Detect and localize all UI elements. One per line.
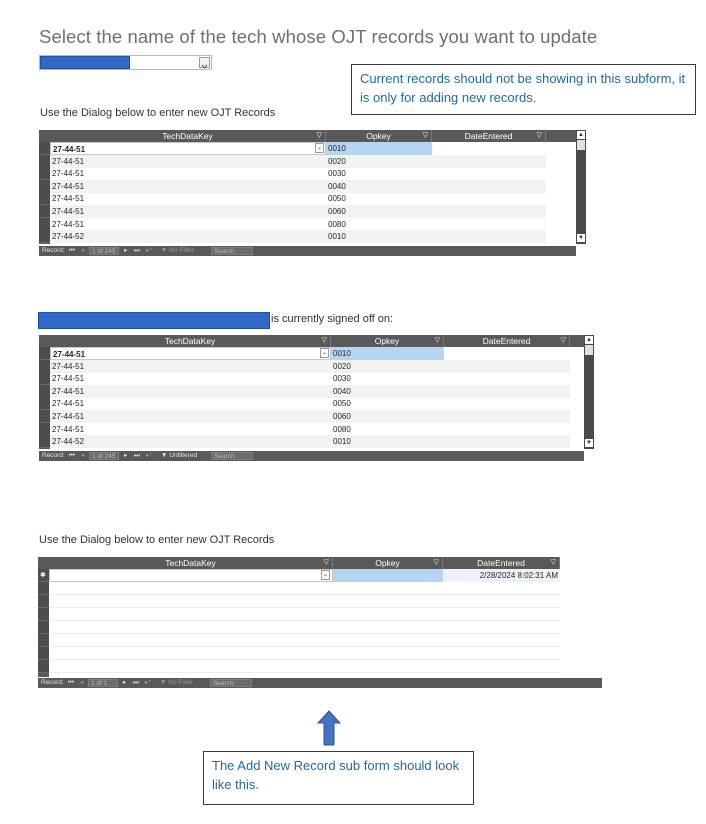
record-position-input[interactable]: 1 of 245 (89, 247, 119, 255)
sort-filter-icon[interactable]: ▽ (560, 337, 566, 344)
table-row[interactable] (38, 582, 560, 595)
first-record-button[interactable]: ⏮ (68, 679, 74, 686)
cell-opkey[interactable]: 0020 (328, 156, 346, 166)
record-label: Record: (42, 452, 65, 459)
cell-techdatakey[interactable]: 27-44-52 (52, 437, 85, 447)
filter-label: No Filter (169, 247, 194, 254)
table-row[interactable] (39, 372, 570, 385)
record-selector[interactable] (39, 347, 50, 360)
cell-opkey[interactable] (333, 569, 443, 582)
cell-opkey[interactable]: 0040 (333, 386, 351, 396)
record-selector[interactable] (38, 608, 49, 621)
record-label: Record: (42, 247, 65, 254)
record-selector[interactable] (38, 647, 49, 660)
table-row[interactable] (39, 218, 546, 231)
cell-dateentered[interactable] (444, 410, 570, 423)
sort-filter-icon[interactable]: ▽ (433, 559, 439, 566)
cell-techdatakey[interactable]: 27-44-51 (50, 142, 326, 155)
first-record-button[interactable]: ⏮ (69, 452, 75, 459)
column-header-opkey[interactable] (333, 557, 443, 569)
record-selector[interactable] (39, 397, 50, 410)
filter-icon: ▼ (161, 247, 170, 254)
next-record-button[interactable]: ▸ (124, 452, 128, 459)
cell-dateentered[interactable] (444, 385, 570, 398)
sort-filter-icon[interactable]: ▽ (536, 132, 542, 139)
table-row[interactable] (39, 435, 570, 448)
up-arrow-icon (317, 710, 341, 746)
record-selector[interactable] (38, 621, 49, 634)
cell-opkey[interactable]: 0030 (328, 169, 346, 179)
grid-header (38, 557, 560, 569)
record-navigation-bar (38, 678, 602, 688)
vertical-scrollbar[interactable] (576, 130, 586, 244)
cell-techdatakey[interactable]: 27-44-51 (52, 361, 85, 371)
record-navigation-bar (39, 451, 584, 461)
record-selector[interactable] (39, 360, 50, 373)
table-row[interactable] (39, 205, 546, 218)
table-row[interactable] (38, 647, 560, 660)
tech-name-combo[interactable] (39, 55, 212, 70)
cell-opkey[interactable]: 0010 (331, 347, 444, 360)
column-header-dateentered[interactable] (443, 557, 560, 569)
cell-dateentered[interactable] (432, 167, 546, 180)
cell-opkey[interactable]: 0060 (328, 207, 346, 216)
record-selector[interactable] (39, 435, 50, 448)
last-record-button[interactable]: ⏭ (133, 679, 139, 686)
cell-opkey[interactable]: 0050 (333, 399, 351, 409)
column-header-label: TechDataKey (165, 558, 216, 568)
previous-record-button[interactable]: ◂ (80, 679, 84, 686)
add-new-record-grid[interactable] (38, 557, 602, 688)
new-record-button[interactable]: ▸* (146, 452, 152, 459)
new-record-icon: ✱ (40, 572, 46, 579)
table-row[interactable] (39, 192, 546, 205)
search-input[interactable]: Search (211, 247, 253, 255)
grid-header (39, 130, 576, 142)
cell-opkey[interactable]: 0010 (328, 232, 346, 242)
cell-dateentered[interactable] (432, 192, 546, 205)
cell-dateentered[interactable] (444, 360, 570, 373)
cell-dateentered[interactable] (432, 218, 546, 231)
record-selector[interactable] (39, 230, 50, 243)
scroll-down-icon[interactable]: ▼ (586, 440, 592, 446)
table-row[interactable] (39, 230, 546, 243)
column-header-label: TechDataKey (164, 336, 216, 346)
cell-dateentered[interactable]: 2/28/2024 8:02:31 AM (443, 569, 560, 582)
signed-off-grid[interactable] (39, 335, 595, 461)
record-position-input[interactable]: 1 of 245 (89, 452, 119, 460)
record-selector[interactable] (39, 410, 50, 423)
ojt-records-grid[interactable] (39, 130, 587, 256)
table-row[interactable] (38, 608, 560, 621)
column-header-opkey[interactable] (331, 335, 444, 347)
cell-dateentered[interactable] (432, 180, 546, 193)
search-input[interactable]: Search (210, 679, 252, 687)
next-record-button[interactable]: ▸ (123, 679, 127, 686)
scroll-down-icon[interactable]: ▼ (578, 235, 584, 241)
filter-label: No Filter (168, 679, 193, 686)
record-selector[interactable] (39, 180, 50, 193)
record-selector[interactable] (39, 423, 50, 436)
cell-techdatakey[interactable]: 27-44-51 (50, 347, 331, 360)
chevron-down-icon[interactable] (199, 57, 210, 68)
next-record-button[interactable]: ▸ (124, 247, 128, 254)
filter-toggle-button[interactable] (161, 451, 197, 461)
previous-record-button[interactable]: ◂ (81, 247, 85, 254)
column-header-dateentered[interactable] (432, 130, 546, 142)
record-selector[interactable] (39, 192, 50, 205)
new-record-button[interactable]: ▸* (146, 247, 152, 254)
record-selector[interactable] (38, 660, 49, 673)
column-header-label: Opkey (366, 131, 391, 141)
cell-techdatakey[interactable]: 27-44-51 (52, 386, 85, 396)
page-title: Select the name of the tech whose OJT records you want to update (39, 26, 598, 47)
cell-techdatakey[interactable] (49, 569, 333, 582)
column-header-label: Opkey (375, 558, 400, 568)
scrollbar-thumb[interactable] (577, 140, 585, 150)
cell-dateentered[interactable] (444, 435, 570, 448)
table-row[interactable] (38, 634, 560, 647)
column-header-dateentered[interactable] (444, 335, 570, 347)
table-row[interactable] (38, 621, 560, 634)
last-record-button[interactable]: ⏭ (134, 452, 140, 459)
table-row[interactable] (39, 385, 570, 398)
tech-name-banner (38, 312, 270, 329)
filter-toggle-button[interactable] (160, 678, 193, 688)
note-bottom: The Add New Record sub form should look like this. (203, 751, 474, 805)
cell-techdatakey[interactable]: 27-44-52 (52, 232, 85, 242)
table-row[interactable] (38, 595, 560, 608)
combo-selected-value (40, 56, 130, 69)
signed-off-text: is currently signed off on: (271, 313, 394, 325)
chevron-down-icon[interactable]: ⌄ (316, 145, 323, 151)
record-selector[interactable] (39, 372, 50, 385)
table-row[interactable] (39, 410, 570, 423)
cell-dateentered[interactable] (444, 397, 570, 410)
table-row[interactable] (39, 360, 570, 373)
column-header-label: DateEntered (482, 336, 531, 346)
sort-filter-icon[interactable]: ▽ (422, 132, 428, 139)
filter-label: Unfiltered (169, 452, 198, 459)
filter-toggle-button[interactable] (161, 246, 194, 256)
cell-techdatakey[interactable]: 27-44-51 (52, 181, 85, 191)
search-input[interactable]: Search (211, 452, 253, 460)
cell-opkey[interactable]: 0060 (333, 412, 351, 421)
table-row[interactable] (38, 660, 560, 673)
first-record-button[interactable]: ⏮ (69, 247, 75, 254)
cell-opkey[interactable]: 0050 (328, 194, 346, 204)
cell-dateentered[interactable] (444, 347, 570, 360)
cell-techdatakey[interactable]: 27-44-51 (52, 424, 85, 434)
scroll-up-icon[interactable]: ▲ (586, 337, 592, 343)
record-selector[interactable] (39, 142, 50, 155)
column-header-label: DateEntered (477, 558, 525, 568)
record-navigation-bar (39, 246, 576, 256)
table-row[interactable] (39, 142, 546, 155)
table-row[interactable] (38, 569, 560, 582)
cell-techdatakey[interactable]: 27-44-51 (52, 374, 85, 384)
cell-opkey[interactable]: 0020 (333, 361, 351, 371)
cell-opkey[interactable]: 0080 (333, 424, 351, 434)
column-header-label: Opkey (374, 336, 400, 346)
cell-dateentered[interactable] (432, 205, 546, 218)
cell-dateentered[interactable] (444, 372, 570, 385)
cell-dateentered[interactable] (432, 230, 546, 243)
cell-opkey[interactable]: 0010 (326, 142, 432, 155)
cell-techdatakey[interactable]: 27-44-51 (52, 169, 85, 179)
note-top: Current records should not be showing in this subform, it is only for adding new records. (351, 64, 696, 115)
cell-techdatakey[interactable]: 27-44-51 (52, 412, 85, 421)
filter-icon: ▼ (160, 679, 169, 686)
table-row[interactable] (39, 423, 570, 436)
chevron-down-icon[interactable]: ⌄ (321, 350, 328, 356)
cell-opkey[interactable]: 0040 (328, 181, 346, 191)
sort-filter-icon[interactable]: ▽ (323, 559, 329, 566)
column-header-label: DateEntered (464, 131, 513, 141)
cell-techdatakey[interactable]: 27-44-51 (52, 156, 85, 166)
grid3-caption: Use the Dialog below to enter new OJT Records (39, 534, 275, 546)
cell-dateentered[interactable] (432, 155, 546, 168)
previous-record-button[interactable]: ◂ (81, 452, 85, 459)
record-selector[interactable] (39, 205, 50, 218)
record-selector[interactable] (39, 155, 50, 168)
chevron-down-icon[interactable]: ⌄ (322, 572, 329, 578)
cell-dateentered[interactable] (432, 142, 546, 155)
record-selector[interactable] (39, 167, 50, 180)
grid1-caption: Use the Dialog below to enter new OJT Records (40, 107, 276, 119)
record-selector[interactable] (38, 634, 49, 647)
record-selector[interactable] (39, 218, 50, 231)
table-row[interactable] (39, 397, 570, 410)
new-record-button[interactable]: ▸* (145, 679, 151, 686)
cell-dateentered[interactable] (444, 423, 570, 436)
sort-filter-icon[interactable]: ▽ (550, 559, 556, 566)
record-selector[interactable] (38, 582, 49, 595)
cell-techdatakey[interactable]: 27-44-51 (52, 194, 85, 204)
sort-filter-icon[interactable]: ▽ (434, 337, 440, 344)
record-position-input[interactable]: 1 of 1 (88, 679, 118, 687)
table-row[interactable] (39, 347, 570, 360)
cell-opkey[interactable]: 0010 (333, 437, 351, 447)
table-row[interactable] (39, 167, 546, 180)
last-record-button[interactable]: ⏭ (134, 247, 140, 254)
filter-icon: ▼ (161, 452, 170, 459)
column-header-techdatakey[interactable] (50, 130, 326, 142)
table-row[interactable] (39, 155, 546, 168)
record-selector[interactable] (38, 569, 49, 582)
column-header-opkey[interactable] (326, 130, 432, 142)
cell-techdatakey[interactable]: 27-44-51 (52, 219, 85, 229)
sort-filter-icon[interactable]: ▽ (316, 132, 322, 139)
record-label: Record: (41, 679, 64, 686)
grid-header (39, 335, 584, 347)
table-row[interactable] (39, 180, 546, 193)
cell-opkey[interactable]: 0030 (333, 374, 351, 384)
scroll-up-icon[interactable]: ▲ (578, 132, 584, 138)
record-selector[interactable] (38, 595, 49, 608)
column-header-techdatakey[interactable] (50, 335, 331, 347)
cell-techdatakey[interactable]: 27-44-51 (52, 399, 85, 409)
vertical-scrollbar[interactable] (584, 335, 594, 449)
record-selector[interactable] (39, 385, 50, 398)
column-header-label: TechDataKey (162, 131, 213, 141)
column-header-techdatakey[interactable] (49, 557, 333, 569)
cell-techdatakey[interactable]: 27-44-51 (52, 207, 85, 216)
scrollbar-thumb[interactable] (585, 345, 593, 355)
sort-filter-icon[interactable]: ▽ (321, 337, 327, 344)
cell-opkey[interactable]: 0080 (328, 219, 346, 229)
